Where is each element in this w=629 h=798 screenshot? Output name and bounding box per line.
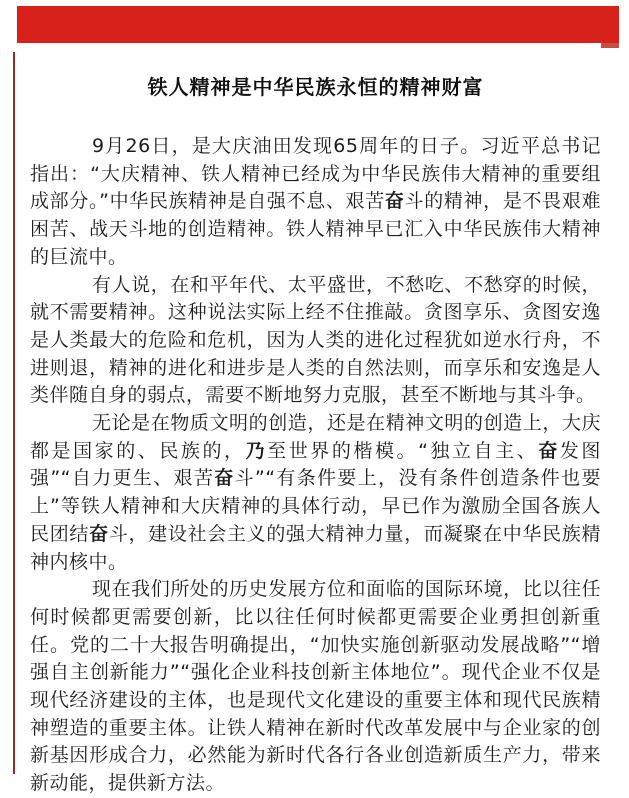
article-paragraph: 现在我们所处的历史发展方位和面临的国际环境，比以往任何时候都更需要创新，比以往任何时候都更需要企业勇担创新重任。党的二十大报告明确提出，“加快实施创新驱动发展战略”“增强自主创新能力”“强化企业科技创新主体地位”。现代企业不仅是现代经济建设的主体，也是现代文化建设的重要主体和现代民族精神塑造的重要主体。让铁人精神在新时代改革发展中与企业家的创新基因形成合力，必然能为新时代各行各业创造新质生产力，带来新动能，提供新方法。 bbox=[30, 578, 601, 795]
header-banner bbox=[17, 6, 619, 43]
bold-fallback-char: 乃 bbox=[245, 439, 268, 462]
bold-fallback-char: 奋 bbox=[538, 439, 560, 462]
header-banner-fold bbox=[601, 43, 619, 48]
article bbox=[30, 52, 601, 798]
article-paragraph: 9月26日，是大庆油田发现65周年的日子。习近平总书记指出：“大庆精神、铁人精神已经成为中华民族伟大精神的重要组成部分。”中华民族精神是自强不息、艰苦奋斗的精神，是不畏艰难困苦、战天斗地的创造精神。铁人精神早已汇入中华民族伟大精神的巨流中。 bbox=[30, 135, 601, 268]
article-paragraph: 无论是在物质文明的创造，还是在精神文明的创造上，大庆都是国家的、民族的，乃至世界的楷模。“独立自主、奋发图强”“自力更生、艰苦奋斗”“有条件要上，没有条件创造条件也要上”等铁人精神和大庆精神的具体行动，早已作为激励全国各族人民团结奋斗，建设社会主义的强大精神力量，而凝聚在中华民族精神内核中。 bbox=[30, 412, 601, 573]
bold-fallback-char: 奋 bbox=[214, 467, 235, 490]
left-accent-line bbox=[13, 52, 15, 774]
article-body bbox=[30, 133, 601, 798]
bold-fallback-char: 奋 bbox=[384, 190, 405, 213]
article-title: 铁人精神是中华民族永恒的精神财富 bbox=[147, 75, 484, 99]
bold-fallback-char: 奋 bbox=[89, 522, 109, 545]
article-paragraph: 有人说，在和平年代、太平盛世，不愁吃、不愁穿的时候，就不需要精神。这种说法实际上经不住推敲。贪图享乐、贪图安逸是人类最大的危险和危机，因为人类的进化过程犹如逆水行舟，不进则退，精神的进化和进步是人类的自然法则，而享乐和安逸是人类伴随自身的弱点，需要不断地努力克服，甚至不断地与其斗争。 bbox=[30, 273, 601, 407]
